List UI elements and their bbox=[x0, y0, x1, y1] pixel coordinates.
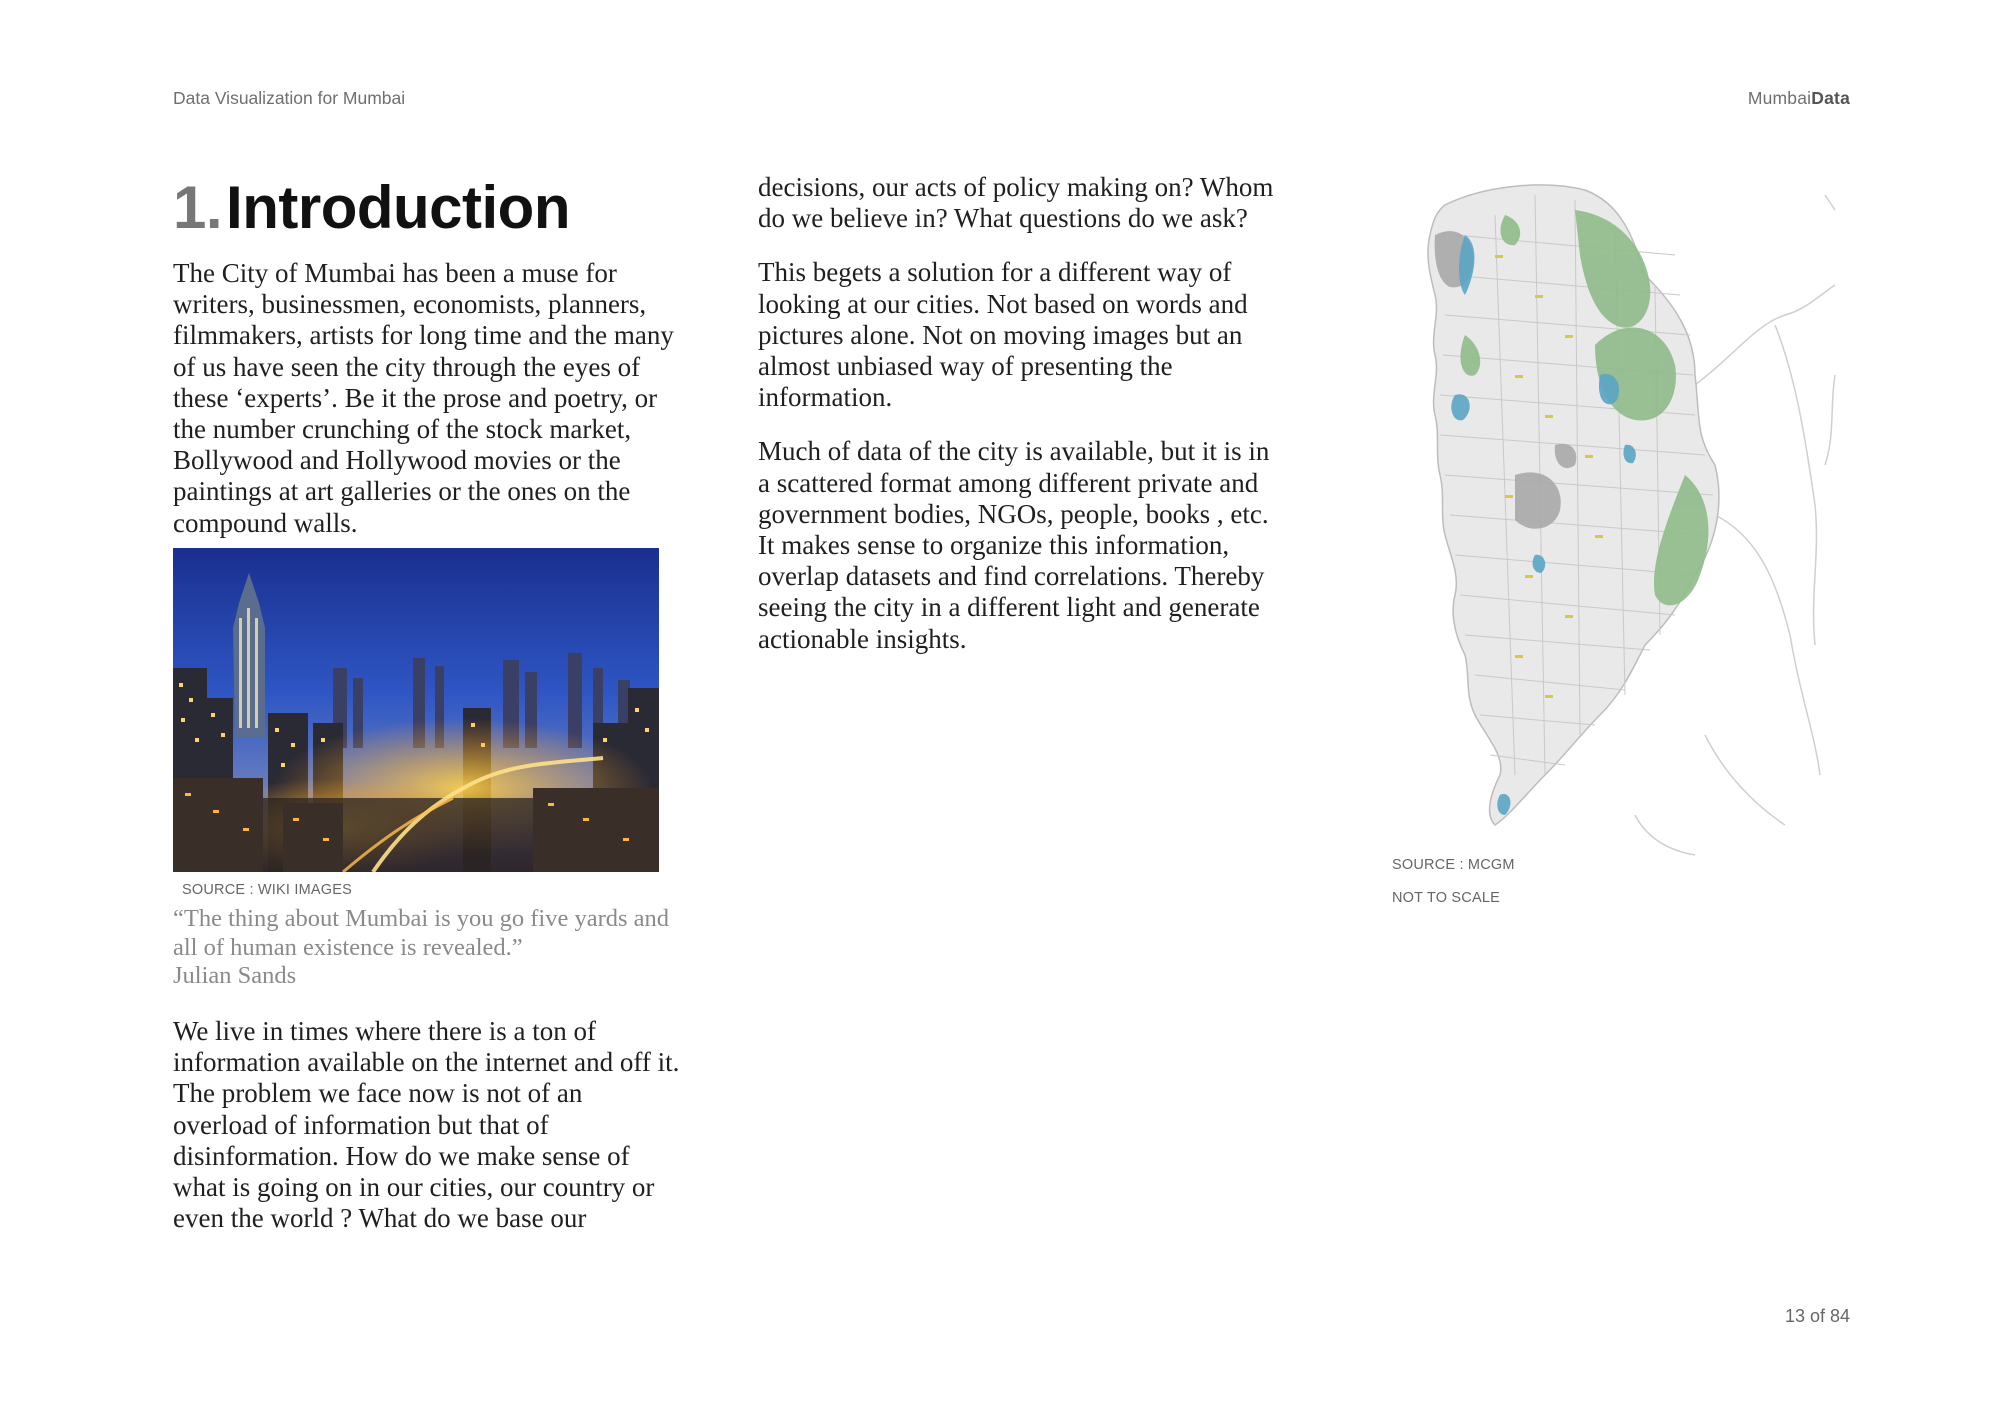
quote-text: “The thing about Mumbai is you go five yards and all of human existence is revealed.” bbox=[173, 905, 670, 961]
paragraph-data-availability: Much of data of the city is available, but it is in a scattered format among different private and government bodies, NGOs, people, books , etc. It makes sense to organize this information, overlap datasets and find correlations. Thereby seeing the city in a different light and generate actionable insights. bbox=[758, 436, 1270, 654]
section-number: 1. bbox=[173, 174, 223, 241]
brand-logo-bold: Data bbox=[1811, 88, 1850, 108]
quote-author: Julian Sands bbox=[173, 962, 297, 989]
map-scale-note: NOT TO SCALE bbox=[1392, 890, 1500, 906]
section-heading bbox=[173, 172, 570, 244]
photo-source-caption: SOURCE : WIKI IMAGES bbox=[182, 882, 352, 898]
mumbai-map-graphic bbox=[1395, 175, 1845, 865]
mumbai-skyline-photo bbox=[173, 548, 659, 872]
map-source-caption: SOURCE : MCGM bbox=[1392, 857, 1515, 873]
section-title: Introduction bbox=[226, 174, 570, 241]
page-number: 13 of 84 bbox=[1784, 1306, 1850, 1326]
paragraph-solution: This begets a solution for a different way of looking at our cities. Not based on words and pictures alone. Not on moving images but an almost unbiased way of presenting the information. bbox=[758, 257, 1248, 413]
intro-paragraph: The City of Mumbai has been a muse for writers, businessmen, economists, planners, filmmakers, artists for long time and the many of us have seen the city through the eyes of these ‘experts’. Be it the prose and poetry, or the number crunching of the stock market, Bollywood and Hollywood movies or the paintings at art galleries or the ones on the compound walls. bbox=[173, 258, 674, 538]
brand-logo-light: Mumbai bbox=[1747, 88, 1812, 108]
running-header-title: Data Visualization for Mumbai bbox=[173, 88, 406, 108]
column-two-text bbox=[758, 172, 1278, 678]
body-paragraph-information: We live in times where there is a ton of information available on the internet and off it. The problem we face now is not of an overload of information but that of disinformation. How do we make sense of what is going on in our cities, our country or even the world ? What do we base our bbox=[173, 1016, 680, 1234]
paragraph-decisions: decisions, our acts of policy making on? Whom do we believe in? What questions do we ask? bbox=[758, 172, 1274, 234]
brand-logo bbox=[1748, 88, 1850, 109]
pull-quote bbox=[173, 905, 673, 991]
